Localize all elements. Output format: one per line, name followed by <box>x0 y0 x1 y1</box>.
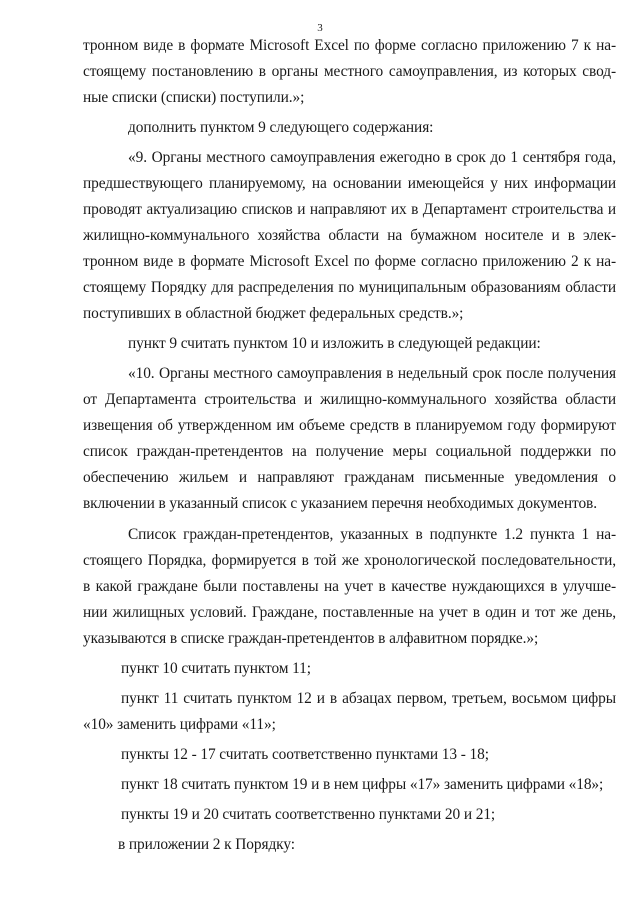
text-line-10: стоящему Порядку для распределения по муниципальным образованиям области <box>83 279 616 296</box>
text-line-7: проводят актуализацию списков и направляют их в Департамент строительства и <box>83 201 616 218</box>
text-line-26: «10» заменить цифрами «11»; <box>83 716 276 733</box>
text-line-2: стоящему постановлению в органы местного самоуправления, из которых свод- <box>83 63 616 80</box>
text-line-23: указываются в списке граждан-претендентов в алфавитном порядке.»; <box>83 630 539 647</box>
text-line-28: пункт 18 считать пунктом 19 и в нем цифры «17» заменить цифрами «18»; <box>121 776 604 793</box>
text-line-15: извещения об утвержденном им объеме средств в планируемом году формируют <box>83 417 616 434</box>
text-line-5: «9. Органы местного самоуправления ежегодно в срок до 1 сентября года, <box>128 149 616 166</box>
text-line-3: ные списки (списки) поступили.»; <box>83 89 305 106</box>
text-line-1: тронном виде в формате Microsoft Excel по форме согласно приложению 7 к на- <box>83 37 616 54</box>
text-line-27: пункты 12 - 17 считать соответственно пунктами 13 - 18; <box>121 746 489 763</box>
text-line-17: обеспечению жильем и направляют гражданам письменные уведомления о <box>83 469 616 486</box>
text-line-22: нии жилищных условий. Граждане, поставленные на учет в один и тот же день, <box>83 604 616 621</box>
text-line-4: дополнить пунктом 9 следующего содержания: <box>128 119 434 136</box>
text-line-12: пункт 9 считать пунктом 10 и изложить в следующей редакции: <box>128 335 541 352</box>
text-line-11: поступивших в областной бюджет федеральных средств.»; <box>83 305 464 322</box>
page-number: 3 <box>317 22 323 34</box>
text-line-13: «10. Органы местного самоуправления в недельный срок после получения <box>128 365 616 382</box>
text-line-6: предшествующего планируемому, на основании имеющейся у них информации <box>83 175 616 192</box>
text-line-19: Список граждан-претендентов, указанных в подпункте 1.2 пункта 1 на- <box>128 526 616 543</box>
text-line-29: пункты 19 и 20 считать соответственно пунктами 20 и 21; <box>121 806 496 823</box>
text-line-20: стоящего Порядка, формируется в той же хронологической последовательности, <box>83 552 616 569</box>
text-line-16: список граждан-претендентов на получение меры социальной поддержки по <box>83 443 616 460</box>
text-line-30: в приложении 2 к Порядку: <box>118 836 295 853</box>
text-line-9: тронном виде в формате Microsoft Excel по форме согласно приложению 2 к на- <box>83 253 616 270</box>
text-line-25: пункт 11 считать пунктом 12 и в абзацах первом, третьем, восьмом цифры <box>121 690 616 707</box>
text-line-21: в какой граждане были поставлены на учет в качестве нуждающихся в улучше- <box>83 578 616 595</box>
text-line-18: включении в указанный список с указанием перечня необходимых документов. <box>83 495 597 512</box>
text-line-24: пункт 10 считать пунктом 11; <box>121 660 311 677</box>
text-line-14: от Департамента строительства и жилищно-коммунального хозяйства области <box>83 391 616 408</box>
text-line-8: жилищно-коммунального хозяйства области на бумажном носителе и в элек- <box>83 227 616 244</box>
